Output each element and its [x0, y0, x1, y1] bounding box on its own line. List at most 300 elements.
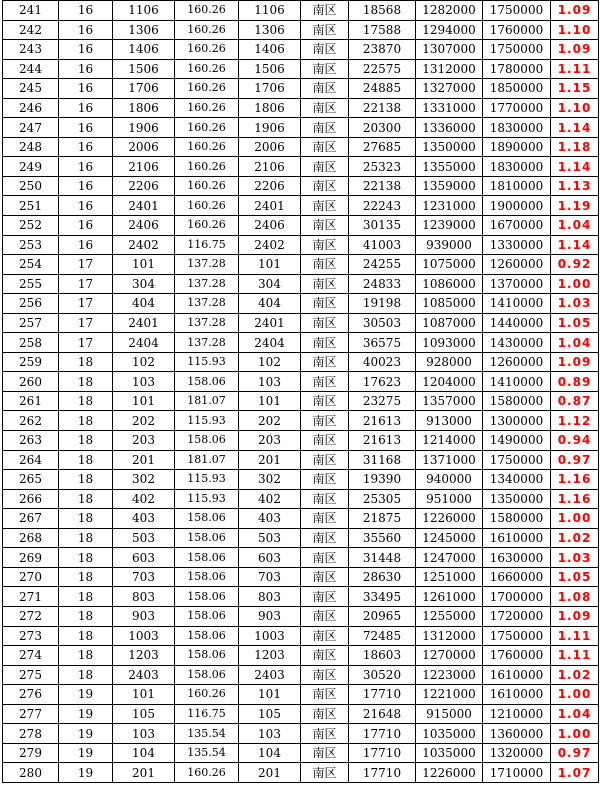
cell-building-number: 19	[59, 743, 113, 763]
cell-district: 南区	[301, 372, 349, 392]
table-row	[3, 763, 599, 783]
cell-row-number: 267	[3, 509, 59, 529]
cell-unit-number: 201	[239, 763, 301, 783]
cell-row-number: 272	[3, 606, 59, 626]
cell-district: 南区	[301, 606, 349, 626]
cell-district: 南区	[301, 646, 349, 666]
cell-room-number: 402	[113, 489, 175, 509]
cell-unit-price: 21613	[349, 411, 416, 431]
cell-price-a: 928000	[416, 352, 483, 372]
cell-area: 116.75	[175, 704, 239, 724]
cell-row-number: 249	[3, 157, 59, 177]
cell-unit-number: 304	[239, 274, 301, 294]
cell-room-number: 1406	[113, 40, 175, 60]
cell-ratio: 1.03	[551, 548, 599, 568]
cell-unit-price: 31448	[349, 548, 416, 568]
cell-room-number: 403	[113, 509, 175, 529]
cell-area: 160.26	[175, 216, 239, 236]
cell-unit-number: 1306	[239, 20, 301, 40]
cell-unit-price: 24833	[349, 274, 416, 294]
cell-price-b: 1260000	[483, 255, 551, 275]
cell-price-b: 1210000	[483, 704, 551, 724]
cell-price-b: 1260000	[483, 352, 551, 372]
cell-ratio: 1.04	[551, 216, 599, 236]
cell-unit-number: 101	[239, 391, 301, 411]
cell-unit-number: 104	[239, 743, 301, 763]
cell-unit-price: 22243	[349, 196, 416, 216]
cell-price-b: 1830000	[483, 118, 551, 138]
cell-price-b: 1660000	[483, 567, 551, 587]
cell-price-a: 1221000	[416, 685, 483, 705]
cell-ratio: 1.14	[551, 157, 599, 177]
table-row	[3, 704, 599, 724]
table-row	[3, 20, 599, 40]
cell-building-number: 17	[59, 313, 113, 333]
cell-unit-number: 1806	[239, 98, 301, 118]
cell-unit-price: 36575	[349, 333, 416, 353]
cell-district: 南区	[301, 216, 349, 236]
cell-unit-number: 1003	[239, 626, 301, 646]
cell-price-a: 1204000	[416, 372, 483, 392]
cell-area: 135.54	[175, 724, 239, 744]
cell-unit-number: 2401	[239, 196, 301, 216]
cell-district: 南区	[301, 196, 349, 216]
cell-area: 160.26	[175, 59, 239, 79]
cell-ratio: 1.09	[551, 1, 599, 21]
cell-price-b: 1340000	[483, 470, 551, 490]
cell-price-b: 1850000	[483, 79, 551, 99]
cell-ratio: 1.09	[551, 606, 599, 626]
cell-district: 南区	[301, 333, 349, 353]
cell-unit-number: 1506	[239, 59, 301, 79]
cell-area: 160.26	[175, 118, 239, 138]
cell-building-number: 16	[59, 20, 113, 40]
cell-room-number: 2403	[113, 665, 175, 685]
cell-building-number: 17	[59, 274, 113, 294]
cell-ratio: 1.04	[551, 333, 599, 353]
cell-price-b: 1320000	[483, 743, 551, 763]
cell-unit-number: 1106	[239, 1, 301, 21]
cell-price-a: 1312000	[416, 59, 483, 79]
cell-district: 南区	[301, 626, 349, 646]
data-table	[2, 0, 599, 783]
cell-unit-number: 703	[239, 567, 301, 587]
cell-ratio: 1.16	[551, 470, 599, 490]
cell-price-a: 1035000	[416, 724, 483, 744]
cell-ratio: 1.05	[551, 567, 599, 587]
cell-room-number: 2404	[113, 333, 175, 353]
cell-ratio: 1.11	[551, 626, 599, 646]
cell-row-number: 262	[3, 411, 59, 431]
table-row	[3, 606, 599, 626]
cell-building-number: 18	[59, 626, 113, 646]
cell-building-number: 16	[59, 157, 113, 177]
cell-building-number: 16	[59, 196, 113, 216]
cell-district: 南区	[301, 137, 349, 157]
cell-room-number: 101	[113, 255, 175, 275]
cell-room-number: 104	[113, 743, 175, 763]
cell-room-number: 2406	[113, 216, 175, 236]
cell-price-b: 1770000	[483, 98, 551, 118]
cell-district: 南区	[301, 528, 349, 548]
cell-price-a: 1231000	[416, 196, 483, 216]
cell-ratio: 1.18	[551, 137, 599, 157]
cell-unit-price: 72485	[349, 626, 416, 646]
table-body	[3, 1, 599, 783]
cell-unit-price: 17710	[349, 685, 416, 705]
cell-price-a: 1307000	[416, 40, 483, 60]
cell-district: 南区	[301, 255, 349, 275]
cell-area: 181.07	[175, 450, 239, 470]
cell-price-a: 1087000	[416, 313, 483, 333]
cell-room-number: 101	[113, 685, 175, 705]
cell-building-number: 18	[59, 606, 113, 626]
cell-row-number: 243	[3, 40, 59, 60]
table-row	[3, 489, 599, 509]
cell-district: 南区	[301, 157, 349, 177]
cell-ratio: 1.09	[551, 40, 599, 60]
cell-area: 137.28	[175, 294, 239, 314]
cell-room-number: 302	[113, 470, 175, 490]
cell-price-b: 1300000	[483, 411, 551, 431]
cell-unit-price: 22138	[349, 176, 416, 196]
cell-room-number: 1203	[113, 646, 175, 666]
cell-row-number: 269	[3, 548, 59, 568]
cell-area: 160.26	[175, 20, 239, 40]
cell-unit-price: 33495	[349, 587, 416, 607]
cell-ratio: 1.00	[551, 509, 599, 529]
cell-unit-number: 202	[239, 411, 301, 431]
cell-ratio: 0.94	[551, 431, 599, 451]
cell-district: 南区	[301, 665, 349, 685]
cell-row-number: 254	[3, 255, 59, 275]
cell-ratio: 1.07	[551, 763, 599, 783]
cell-price-a: 1251000	[416, 567, 483, 587]
cell-area: 160.26	[175, 685, 239, 705]
cell-district: 南区	[301, 450, 349, 470]
cell-ratio: 1.00	[551, 724, 599, 744]
cell-district: 南区	[301, 274, 349, 294]
cell-price-b: 1370000	[483, 274, 551, 294]
cell-unit-number: 2401	[239, 313, 301, 333]
cell-row-number: 244	[3, 59, 59, 79]
cell-unit-number: 803	[239, 587, 301, 607]
cell-ratio: 1.02	[551, 665, 599, 685]
table-row	[3, 470, 599, 490]
cell-price-b: 1430000	[483, 333, 551, 353]
cell-unit-number: 603	[239, 548, 301, 568]
table-row	[3, 450, 599, 470]
cell-room-number: 2401	[113, 196, 175, 216]
cell-unit-price: 30135	[349, 216, 416, 236]
cell-room-number: 304	[113, 274, 175, 294]
cell-price-a: 1359000	[416, 176, 483, 196]
table-row	[3, 176, 599, 196]
cell-unit-number: 201	[239, 450, 301, 470]
cell-row-number: 278	[3, 724, 59, 744]
cell-price-b: 1760000	[483, 20, 551, 40]
table-row	[3, 216, 599, 236]
cell-district: 南区	[301, 391, 349, 411]
cell-unit-number: 2206	[239, 176, 301, 196]
cell-unit-number: 203	[239, 431, 301, 451]
cell-area: 160.26	[175, 763, 239, 783]
cell-ratio: 1.11	[551, 646, 599, 666]
cell-unit-number: 2406	[239, 216, 301, 236]
cell-ratio: 0.89	[551, 372, 599, 392]
cell-room-number: 1106	[113, 1, 175, 21]
table-row	[3, 665, 599, 685]
table-row	[3, 411, 599, 431]
cell-area: 115.93	[175, 352, 239, 372]
cell-district: 南区	[301, 704, 349, 724]
cell-price-b: 1700000	[483, 587, 551, 607]
cell-area: 137.28	[175, 255, 239, 275]
cell-building-number: 19	[59, 685, 113, 705]
cell-ratio: 1.12	[551, 411, 599, 431]
cell-price-a: 915000	[416, 704, 483, 724]
cell-ratio: 1.02	[551, 528, 599, 548]
cell-unit-price: 22138	[349, 98, 416, 118]
cell-row-number: 263	[3, 431, 59, 451]
cell-row-number: 258	[3, 333, 59, 353]
cell-unit-price: 21648	[349, 704, 416, 724]
cell-building-number: 16	[59, 1, 113, 21]
table-row	[3, 157, 599, 177]
cell-price-a: 951000	[416, 489, 483, 509]
cell-ratio: 1.14	[551, 235, 599, 255]
cell-area: 158.06	[175, 567, 239, 587]
table-row	[3, 294, 599, 314]
cell-row-number: 279	[3, 743, 59, 763]
cell-ratio: 1.10	[551, 20, 599, 40]
cell-row-number: 242	[3, 20, 59, 40]
cell-district: 南区	[301, 509, 349, 529]
cell-district: 南区	[301, 79, 349, 99]
cell-price-a: 1327000	[416, 79, 483, 99]
cell-room-number: 101	[113, 391, 175, 411]
cell-ratio: 1.04	[551, 704, 599, 724]
cell-room-number: 603	[113, 548, 175, 568]
cell-room-number: 105	[113, 704, 175, 724]
cell-unit-price: 18568	[349, 1, 416, 21]
cell-price-b: 1350000	[483, 489, 551, 509]
table-row	[3, 255, 599, 275]
cell-building-number: 17	[59, 255, 113, 275]
table-row	[3, 59, 599, 79]
cell-district: 南区	[301, 587, 349, 607]
table-row	[3, 274, 599, 294]
cell-district: 南区	[301, 743, 349, 763]
cell-district: 南区	[301, 40, 349, 60]
cell-room-number: 2106	[113, 157, 175, 177]
cell-room-number: 2206	[113, 176, 175, 196]
table-row	[3, 548, 599, 568]
cell-unit-price: 23275	[349, 391, 416, 411]
cell-district: 南区	[301, 567, 349, 587]
cell-row-number: 264	[3, 450, 59, 470]
cell-building-number: 16	[59, 235, 113, 255]
table-row	[3, 509, 599, 529]
cell-district: 南区	[301, 235, 349, 255]
cell-unit-number: 404	[239, 294, 301, 314]
cell-building-number: 16	[59, 98, 113, 118]
table-row	[3, 724, 599, 744]
cell-unit-price: 28630	[349, 567, 416, 587]
cell-price-a: 1331000	[416, 98, 483, 118]
cell-building-number: 18	[59, 470, 113, 490]
table-row	[3, 1, 599, 21]
cell-unit-price: 40023	[349, 352, 416, 372]
cell-unit-price: 24255	[349, 255, 416, 275]
cell-building-number: 18	[59, 548, 113, 568]
cell-district: 南区	[301, 20, 349, 40]
cell-building-number: 19	[59, 763, 113, 783]
cell-building-number: 16	[59, 216, 113, 236]
cell-price-b: 1440000	[483, 313, 551, 333]
cell-row-number: 259	[3, 352, 59, 372]
cell-unit-number: 2402	[239, 235, 301, 255]
cell-unit-number: 102	[239, 352, 301, 372]
cell-area: 158.06	[175, 606, 239, 626]
cell-unit-number: 1906	[239, 118, 301, 138]
cell-row-number: 276	[3, 685, 59, 705]
cell-area: 115.93	[175, 470, 239, 490]
cell-price-b: 1890000	[483, 137, 551, 157]
cell-price-b: 1810000	[483, 176, 551, 196]
cell-price-a: 1035000	[416, 743, 483, 763]
cell-district: 南区	[301, 763, 349, 783]
cell-price-b: 1720000	[483, 606, 551, 626]
cell-unit-number: 101	[239, 255, 301, 275]
cell-row-number: 271	[3, 587, 59, 607]
cell-room-number: 201	[113, 450, 175, 470]
cell-room-number: 1003	[113, 626, 175, 646]
cell-row-number: 251	[3, 196, 59, 216]
cell-room-number: 404	[113, 294, 175, 314]
table-row	[3, 685, 599, 705]
cell-ratio: 1.19	[551, 196, 599, 216]
cell-building-number: 16	[59, 118, 113, 138]
cell-price-b: 1670000	[483, 216, 551, 236]
cell-row-number: 280	[3, 763, 59, 783]
cell-row-number: 256	[3, 294, 59, 314]
cell-area: 158.06	[175, 626, 239, 646]
table-row	[3, 79, 599, 99]
cell-area: 137.28	[175, 313, 239, 333]
cell-area: 115.93	[175, 489, 239, 509]
cell-ratio: 1.00	[551, 274, 599, 294]
cell-row-number: 268	[3, 528, 59, 548]
cell-district: 南区	[301, 724, 349, 744]
cell-area: 158.06	[175, 431, 239, 451]
table-row	[3, 372, 599, 392]
cell-building-number: 16	[59, 40, 113, 60]
cell-area: 158.06	[175, 372, 239, 392]
cell-price-a: 1261000	[416, 587, 483, 607]
cell-unit-number: 302	[239, 470, 301, 490]
cell-district: 南区	[301, 98, 349, 118]
cell-ratio: 0.92	[551, 255, 599, 275]
cell-unit-price: 17710	[349, 724, 416, 744]
cell-building-number: 16	[59, 59, 113, 79]
cell-area: 158.06	[175, 509, 239, 529]
cell-price-b: 1610000	[483, 685, 551, 705]
table-row	[3, 118, 599, 138]
cell-unit-number: 2006	[239, 137, 301, 157]
cell-ratio: 1.10	[551, 98, 599, 118]
cell-price-a: 1350000	[416, 137, 483, 157]
cell-price-a: 1093000	[416, 333, 483, 353]
cell-unit-number: 1406	[239, 40, 301, 60]
cell-building-number: 18	[59, 450, 113, 470]
table-row	[3, 743, 599, 763]
cell-unit-number: 2403	[239, 665, 301, 685]
cell-unit-price: 19390	[349, 470, 416, 490]
cell-row-number: 260	[3, 372, 59, 392]
cell-unit-price: 31168	[349, 450, 416, 470]
cell-price-a: 1239000	[416, 216, 483, 236]
cell-row-number: 265	[3, 470, 59, 490]
cell-building-number: 16	[59, 79, 113, 99]
cell-price-b: 1750000	[483, 450, 551, 470]
cell-unit-number: 2106	[239, 157, 301, 177]
cell-area: 158.06	[175, 528, 239, 548]
cell-row-number: 245	[3, 79, 59, 99]
cell-row-number: 241	[3, 1, 59, 21]
cell-room-number: 903	[113, 606, 175, 626]
cell-unit-price: 20965	[349, 606, 416, 626]
cell-unit-price: 30503	[349, 313, 416, 333]
cell-building-number: 19	[59, 704, 113, 724]
cell-price-a: 1245000	[416, 528, 483, 548]
table-row	[3, 196, 599, 216]
cell-unit-number: 2404	[239, 333, 301, 353]
cell-price-a: 1312000	[416, 626, 483, 646]
cell-unit-number: 403	[239, 509, 301, 529]
cell-row-number: 266	[3, 489, 59, 509]
cell-price-a: 1075000	[416, 255, 483, 275]
cell-building-number: 16	[59, 137, 113, 157]
table-row	[3, 352, 599, 372]
cell-price-b: 1710000	[483, 763, 551, 783]
cell-district: 南区	[301, 548, 349, 568]
cell-district: 南区	[301, 685, 349, 705]
cell-building-number: 18	[59, 372, 113, 392]
cell-building-number: 19	[59, 724, 113, 744]
cell-ratio: 1.15	[551, 79, 599, 99]
cell-price-a: 1294000	[416, 20, 483, 40]
cell-row-number: 255	[3, 274, 59, 294]
cell-price-b: 1610000	[483, 528, 551, 548]
cell-unit-price: 21875	[349, 509, 416, 529]
cell-price-b: 1750000	[483, 1, 551, 21]
cell-row-number: 247	[3, 118, 59, 138]
cell-ratio: 0.97	[551, 743, 599, 763]
cell-area: 160.26	[175, 98, 239, 118]
cell-room-number: 1306	[113, 20, 175, 40]
cell-room-number: 1906	[113, 118, 175, 138]
cell-area: 137.28	[175, 333, 239, 353]
cell-unit-price: 35560	[349, 528, 416, 548]
cell-unit-price: 20300	[349, 118, 416, 138]
table-row	[3, 40, 599, 60]
cell-price-b: 1330000	[483, 235, 551, 255]
cell-row-number: 270	[3, 567, 59, 587]
cell-room-number: 1506	[113, 59, 175, 79]
cell-price-a: 1282000	[416, 1, 483, 21]
cell-row-number: 257	[3, 313, 59, 333]
